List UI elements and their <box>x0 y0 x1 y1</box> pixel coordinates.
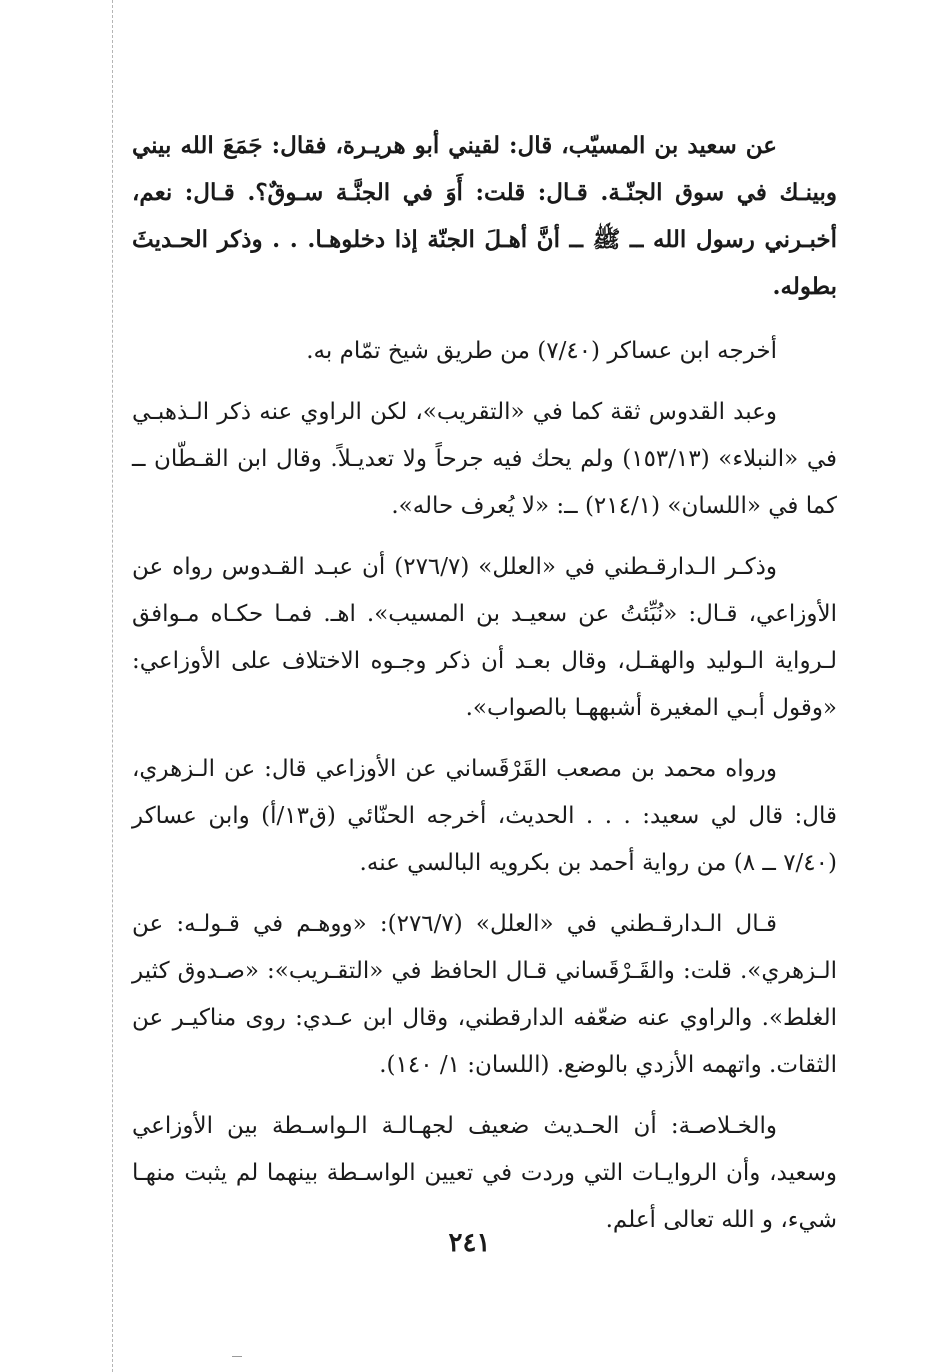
daraqutni-ilal-paragraph: وذكـر الـدارقـطني في «العلل» (٢٧٦/٧) أن عبـد القـدوس رواه عن الأوزاعي، قـال: «نُبِّئتُ عن سعيـد بن المسيب». اهـ. فمـا حكـاه مـوافق لـرواية الـوليد والهقـل، وقال بعـد أن ذكر وجـوه الاختلاف على الأوزاعي: «وقول أبـي المغيرة أشبههـا بالصواب». <box>132 554 837 721</box>
narrator-assessment-paragraph: وعبد القدوس ثقة كما في «التقريب»، لكن الراوي عنه ذكر الـذهبـي في «النبلاء» (١٥٣/١٣) ولم يحك فيه جرحاً ولا تعديـلاً. وقال ابن القـطّان ــ كما في «اللسان» (٢١٤/١) ــ: «لا يُعرف حاله». <box>132 399 837 519</box>
qarqasani-criticism-paragraph: قـال الـدارقـطني في «العلل» (٢٧٦/٧): «ووهـم في قـولـه: عن الـزهري». قلت: والقَـرْقَساني قـال الحافظ في «التقـريب»: «صـدوق كثير الغلط». والراوي عنه ضعّفه الدارقطني، وقال ابن عـدي: روى مناكيـر عن الثقات. واتهمه الأزدي بالوضع. (اللسان: ١/ ١٤٠). <box>132 911 837 1078</box>
margin-dashed-rule <box>112 0 113 1372</box>
takhrij-paragraph: أخرجه ابن عساكر (٧/٤٠) من طريق شيخ تمّام به. <box>306 338 777 364</box>
page-number: ٢٤١ <box>448 1228 491 1258</box>
conclusion-paragraph: والخـلاصـة: أن الحـديث ضعيف لجهـالـة الـواسـطة بين الأوزاعي وسعيد، وأن الروايـات التي وردت في تعيين الواسـطة بينهما لم يثبت منهـا شيء، و الله تعالى أعلم. <box>132 1113 837 1233</box>
footer-mark <box>232 1356 242 1357</box>
page-body <box>132 122 837 1258</box>
hadith-text-paragraph: عن سعيد بن المسيّب، قال: لقيني أبو هريـرة، فقال: جَمَعَ الله بيني وبينـك في سوق الجنّـة. قـال: قلت: أَوَ في الجنَّـة سـوقٌ؟. قـال: نعم، أخبـرني رسول الله ــ ﷺ ــ أنَّ أهـلَ الجنّة إذا دخلوهـا. . . وذكر الحـديثَ بطوله. <box>132 132 837 300</box>
qarqasani-narration-paragraph: ورواه محمد بن مصعب القَرْقَساني عن الأوزاعي قال: عن الـزهري، قال: قال لي سعيد: . . . الحديث، أخرجه الحنّائي (ق١٣/أ) وابن عساكر (٧/٤٠ ــ ٨) من رواية أحمد بن بكرويه البالسي عنه. <box>132 756 838 876</box>
